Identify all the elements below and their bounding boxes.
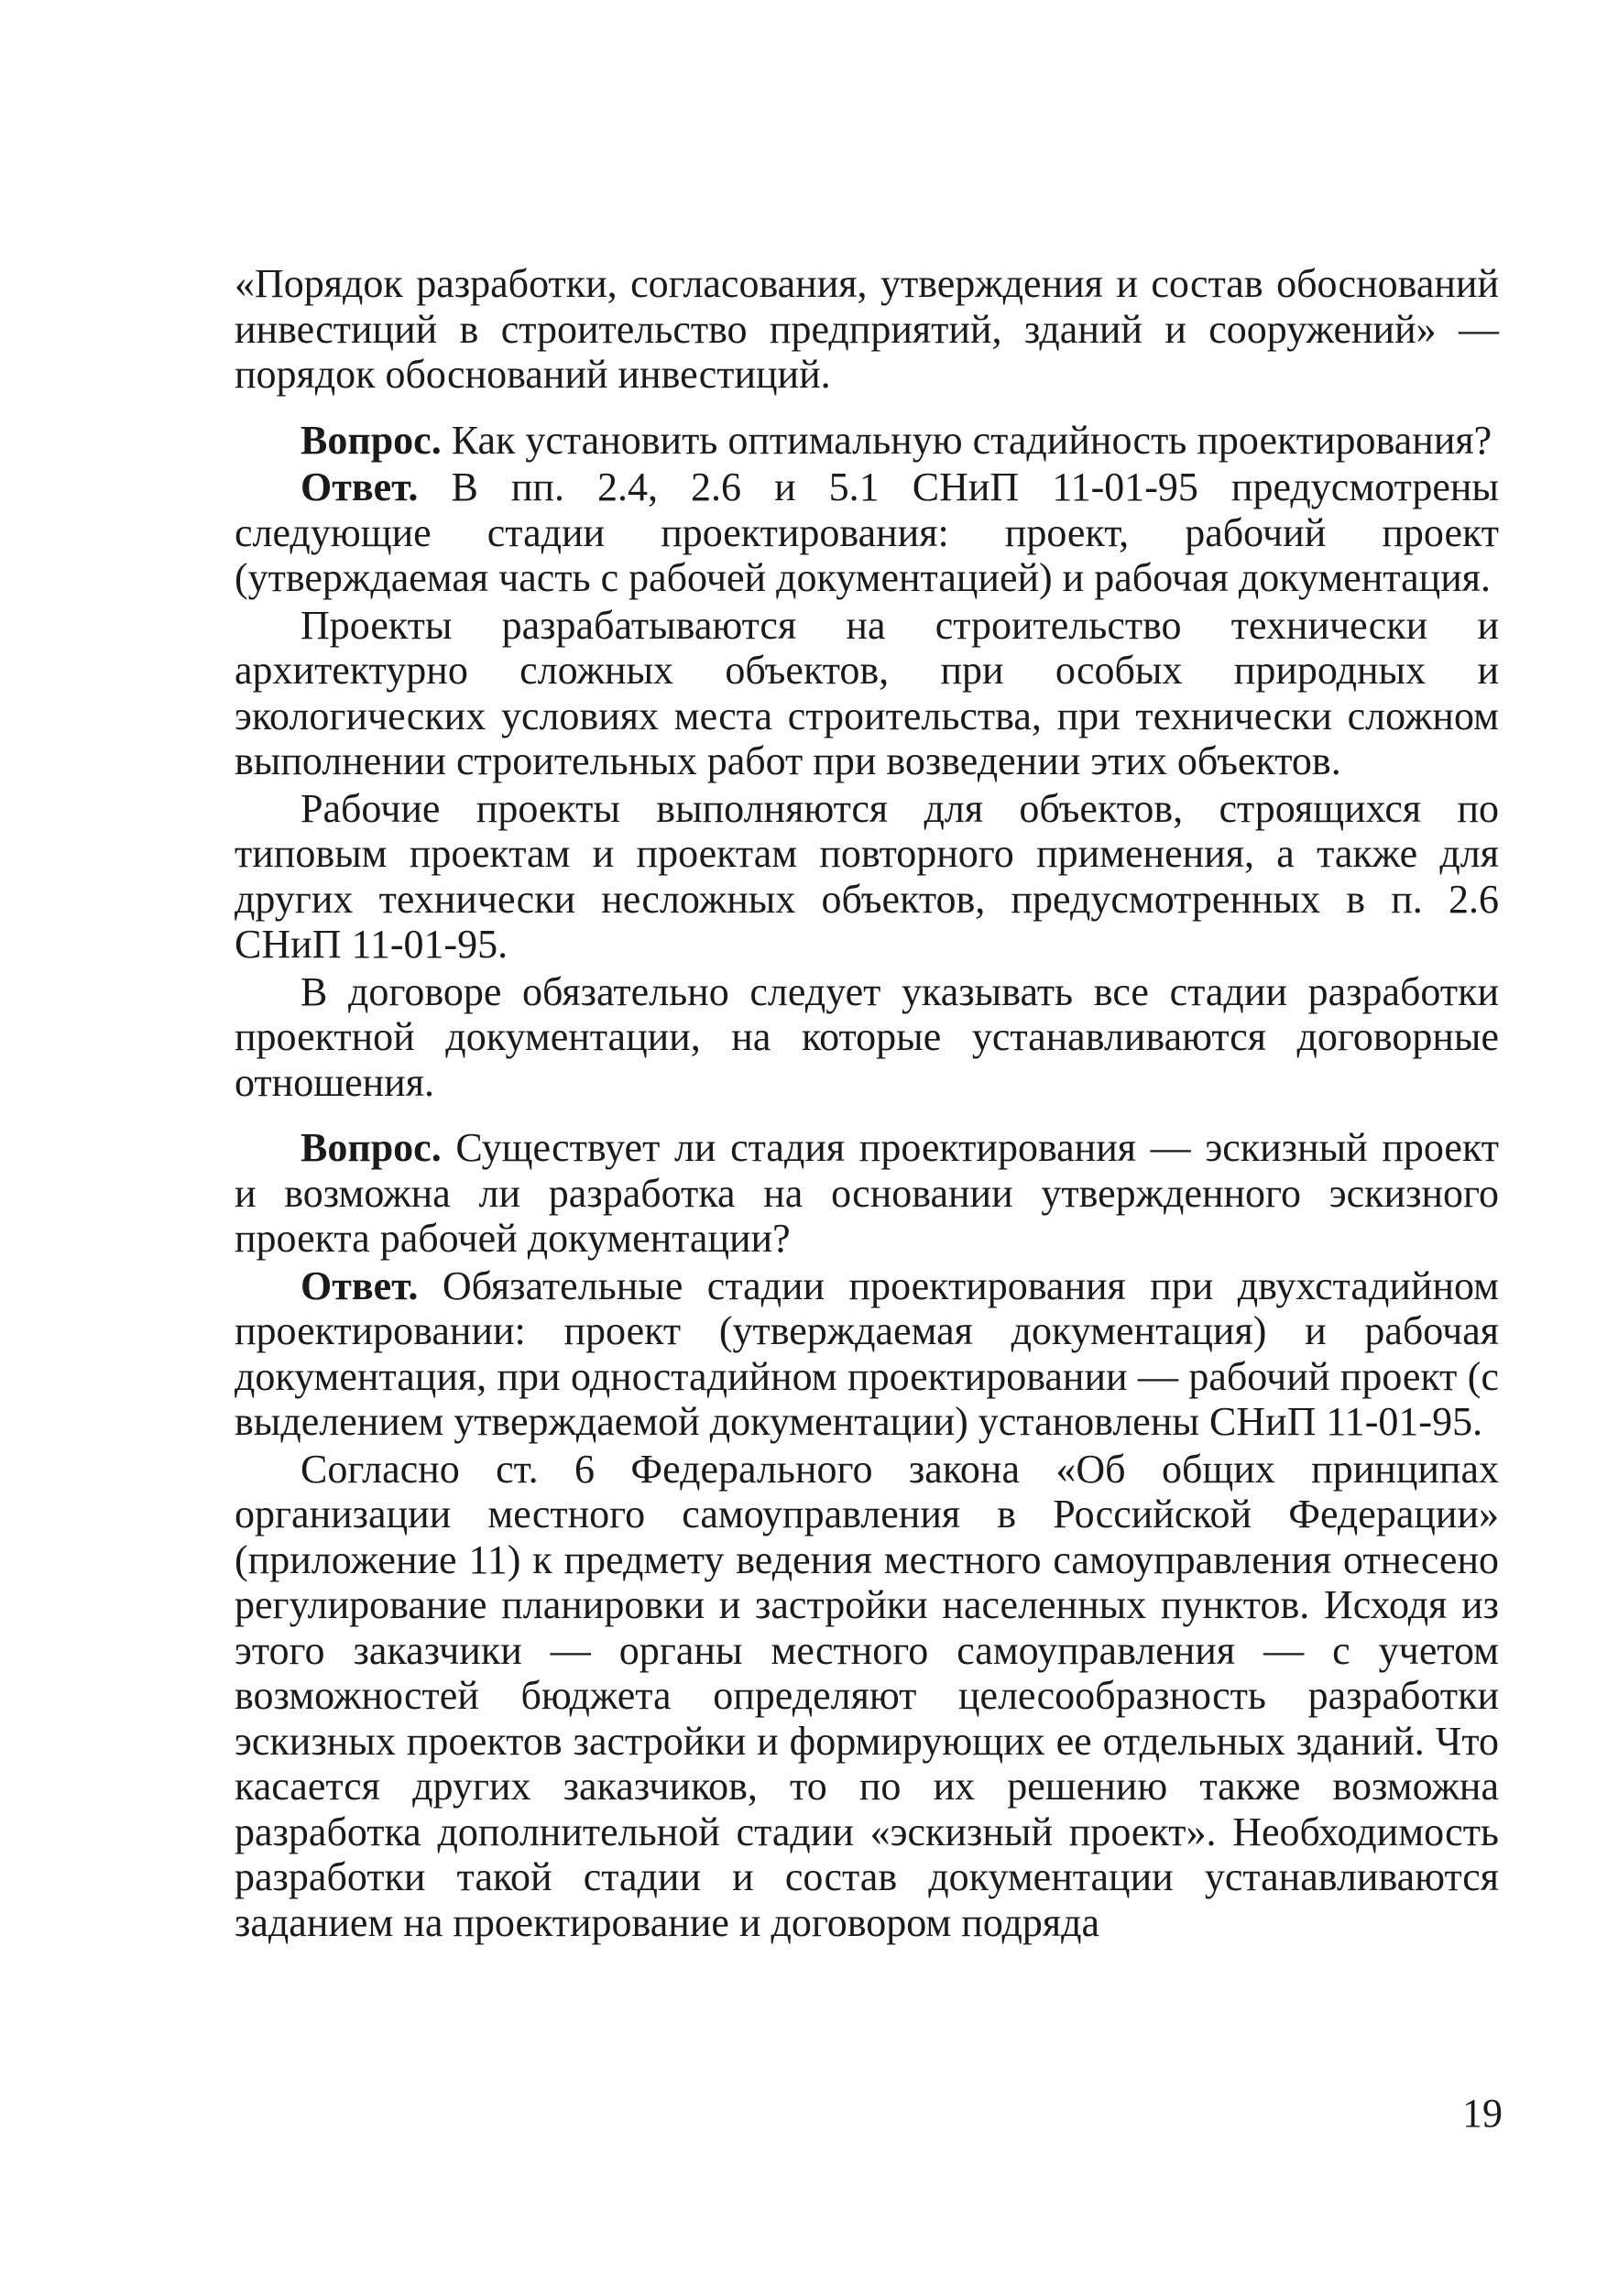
answer-2-paragraph: Согласно ст. 6 Федерального закона «Об общих принципах организации местного самоуправления в Российской Федерации» (приложение 11) к предмету ведения местного самоуправления отнесено регулирование планировки и застройки населенных пунктов. Исходя из этого заказчики — органы местного самоуправления — с учетом возможностей бюджета определяют целесообразность разработки эскизных проектов застройки и формирующих ее отдельных зданий. Что касается других заказчиков, то по их решению также возможна разработка дополнительной стадии «эскизный проект». Необходимость разработки такой стадии и состав документации устанавливаются заданием на проектирование и договором подряда [235,1446,1499,1945]
answer-2 [235,1263,1499,1445]
question-text: Как установить оптимальную стадийность проектирования? [441,417,1492,463]
question-label: Вопрос. [301,417,442,463]
answer-1-paragraph: Проекты разрабатываются на строительство технически и архитектурно сложных объектов, при особых природных и экологических условиях места строительства, при технически сложном выполнении строительных работ при возведении этих объектов. [235,602,1499,783]
answer-label: Ответ. [301,1263,419,1308]
answer-text: Обязательные стадии проектирования при двухстадийном проектировании: проект (утверждаемая документация) и рабочая документация, при одностадийном проектировании — рабочий проект (с выделением утверждаемой документации) установлены СНиП 11-01-95. [235,1263,1499,1444]
question-text: Существует ли стадия проектирования — эскизный проект и возможна ли разработка на основании утвержденного эскизного проекта рабочей документации? [235,1125,1499,1261]
page-number: 19 [1462,2091,1503,2136]
question-label: Вопрос. [301,1125,442,1170]
intro-paragraph: «Порядок разработки, согласования, утверждения и состав обоснований инвестиций в строительство предприятий, зданий и сооружений» — порядок обоснований инвестиций. [235,261,1499,397]
answer-label: Ответ. [301,465,419,509]
answer-text: В пп. 2.4, 2.6 и 5.1 СНиП 11-01-95 предусмотрены следующие стадии проектирования: проект, рабочий проект (утверждаемая часть с рабочей документацией) и рабочая документация. [235,465,1499,600]
answer-1-paragraph: Рабочие проекты выполняются для объектов, строящихся по типовым проектам и проектам повторного применения, а также для других технически несложных объектов, предусмотренных в п. 2.6 СНиП 11-01-95. [235,785,1499,967]
answer-1-paragraph: В договоре обязательно следует указывать все стадии разработки проектной документации, на которые устанавливаются договорные отношения. [235,968,1499,1105]
page-body [235,261,1499,1945]
answer-1 [235,465,1499,601]
question-1 [235,418,1499,464]
question-2 [235,1125,1499,1262]
